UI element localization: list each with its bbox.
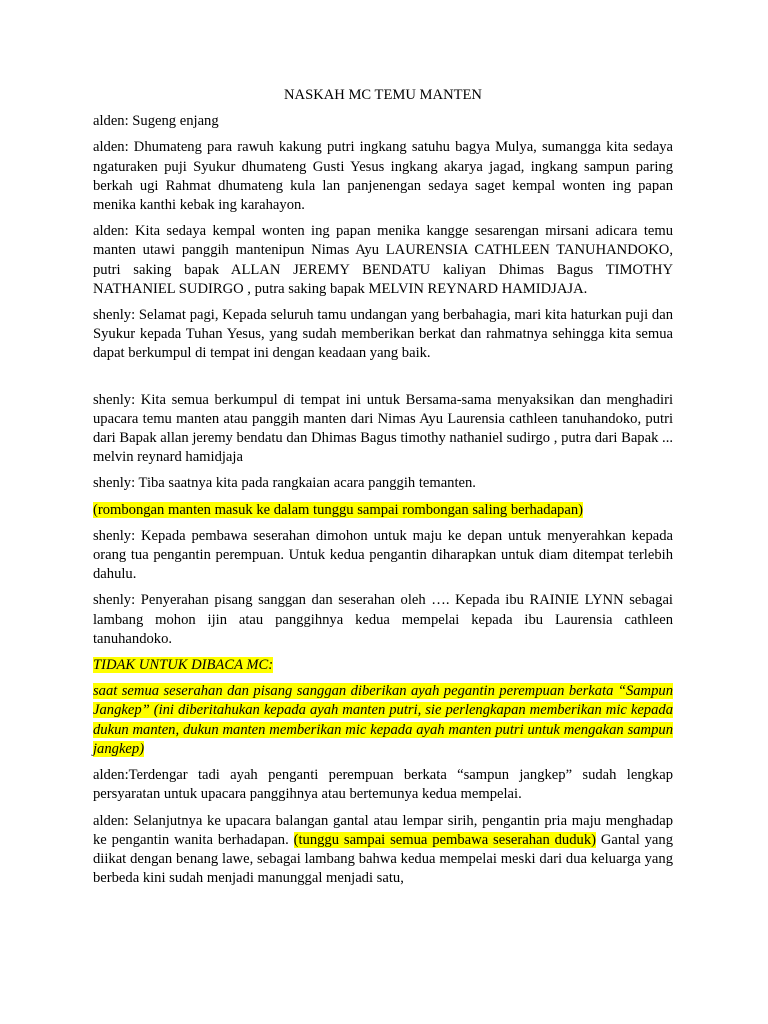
paragraph-not-for-mc xyxy=(93,656,673,675)
paragraph-alden-jangkep: alden:Terdengar tadi ayah penganti perempuan berkata “sampun jangkep” sudah lengkap persyaratan untuk upacara panggihnya atau bertemunya kedua mempelai. xyxy=(93,767,673,803)
paragraph-shenly-couple: shenly: Kita semua berkumpul di tempat ini untuk Bersama-sama menyaksikan dan menghadiri upacara temu manten atau panggih manten dari Nimas Ayu Laurensia cathleen tanuhandoko, putri dari Bapak allan jeremy bendatu dan Dhimas Bagus timothy nathaniel sudirgo , putra dari Bapak ... melvin reynard hamidjaja xyxy=(93,391,673,466)
paragraph-text: alden: Selanjutnya ke upacara balangan gantal atau lempar sirih, pengantin pria maju menghadap ke pengantin wanita berhadapan. xyxy=(93,812,673,848)
paragraph-gap xyxy=(93,371,673,391)
document-page xyxy=(93,86,673,895)
highlighted-text: (rombongan manten masuk ke dalam tunggu sampai rombongan saling berhadapan) xyxy=(93,501,583,518)
paragraph-instruction xyxy=(93,682,673,759)
paragraph-greeting: alden: Sugeng enjang xyxy=(93,113,219,130)
paragraph-text: Gantal yang diikat dengan benang lawe, sebagai lambang bahwa kedua mempelai meski dari dua keluarga yang berbeda kini sudah menjadi manunggal menjadi satu, xyxy=(93,831,673,887)
paragraph-alden-gantal xyxy=(93,812,673,889)
paragraph-stage-note xyxy=(93,501,673,520)
paragraph-shenly-seserahan: shenly: Kepada pembawa seserahan dimohon untuk maju ke depan untuk menyerahkan kepada orang tua pengantin perempuan. Untuk kedua pengantin diharapkan untuk diam ditempat terlebih dahulu. xyxy=(93,527,673,583)
paragraph-shenly-opening: shenly: Selamat pagi, Kepada seluruh tamu undangan yang berbahagia, mari kita haturkan puji dan Syukur kepada Tuhan Yesus, yang sudah memberikan berkat dan rahmatnya sehingga kita semua dapat berkumpul di tempat ini dengan keadaan yang baik. xyxy=(93,307,673,362)
paragraph-alden-opening: alden: Dhumateng para rawuh kakung putri ingkang satuhu bagya Mulya, sumangga kita sedaya ngaturaken puji Syukur dhumateng Gusti Yesus ingkang akarya jagad, ingkang sampun paring berkah ugi Rahmat dhumateng kula lan panjenengan sedaya saget kempal wonten ing papan menika kanthi kebak ing karahayon. xyxy=(93,139,673,214)
highlighted-text: TIDAK UNTUK DIBACA MC: xyxy=(93,657,274,674)
highlighted-text: saat semua seserahan dan pisang sanggan diberikan ayah pegantin perempuan berkata “Sampun Jangkep” (ini diberitahukan kepada ayah manten putri, sie perlengkapan memberikan mic kepada dukun manten, dukun manten memberikan mic kepada ayah manten putri untuk mengakan sampun jangkep) xyxy=(93,683,673,757)
paragraph-shenly-pisang: shenly: Penyerahan pisang sanggan dan seserahan oleh …. Kepada ibu RAINIE LYNN sebagai lambang mohon ijin atau panggihnya kedua mempelai kepada ibu Laurensia cathleen tanuhandoko. xyxy=(93,592,673,647)
document-title: NASKAH MC TEMU MANTEN xyxy=(284,87,482,103)
paragraph-alden-couple: alden: Kita sedaya kempal wonten ing papan menika kangge sesarengan mirsani adicara temu manten utawi panggih mantenipun Nimas Ayu LAURENSIA CATHLEEN TANUHANDOKO, putri saking bapak ALLAN JEREMY BENDATU kaliyan Dhimas Bagus TIMOTHY NATHANIEL SUDIRGO , putra saking bapak MELVIN REYNARD HAMIDJAJA. xyxy=(93,223,673,297)
paragraph-shenly-panggih: shenly: Tiba saatnya kita pada rangkaian acara panggih temanten. xyxy=(93,475,476,492)
highlighted-text: (tunggu sampai semua pembawa seserahan duduk) xyxy=(293,831,596,848)
